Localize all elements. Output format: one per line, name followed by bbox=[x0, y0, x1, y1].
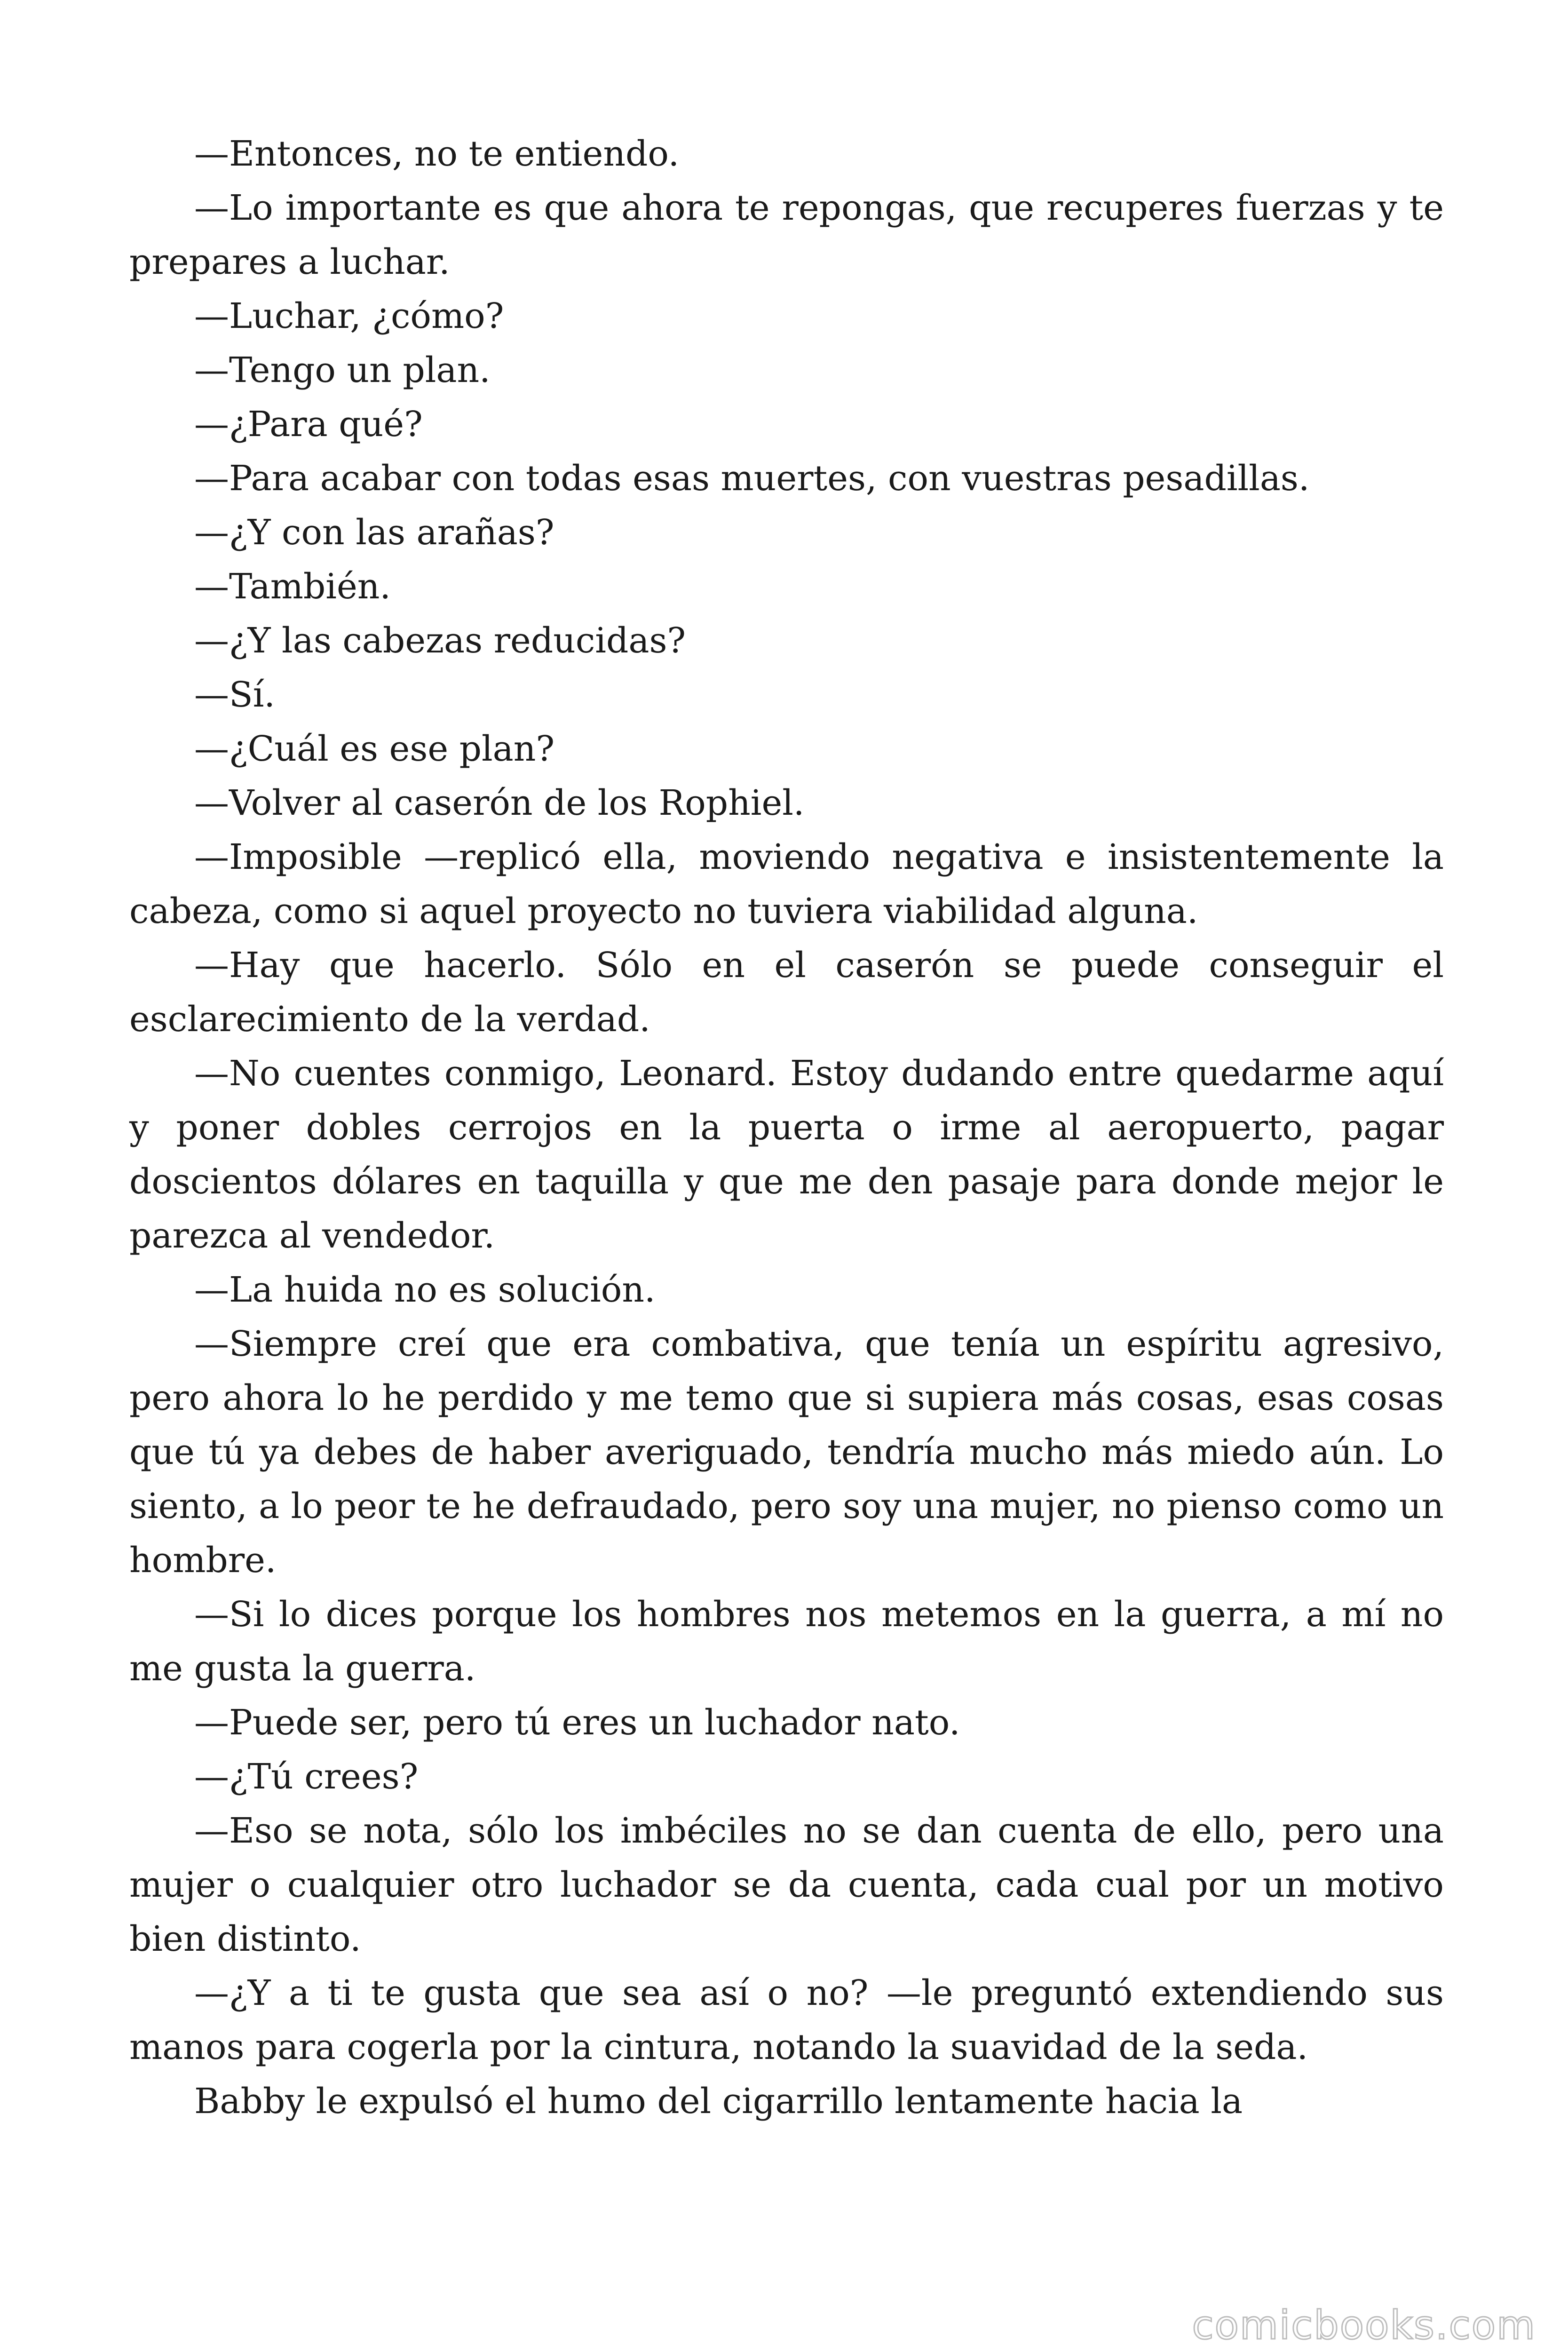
paragraph: —No cuentes conmigo, Leonard. Estoy dudando entre quedarme aquí y poner dobles cerrojos en la puerta o irme al aeropuerto, pagar doscientos dólares en taquilla y que me den pasaje para donde mejor le parezca al vendedor. bbox=[129, 1053, 1444, 1256]
paragraph: —Lo importante es que ahora te repongas, que recuperes fuerzas y te prepares a luchar. bbox=[129, 188, 1444, 282]
page-body bbox=[129, 127, 1444, 2129]
paragraph: —¿Para qué? bbox=[194, 404, 423, 445]
paragraph: —¿Y las cabezas reducidas? bbox=[194, 620, 686, 661]
paragraph: —También. bbox=[194, 566, 391, 607]
paragraph: —La huida no es solución. bbox=[194, 1270, 656, 1310]
paragraph: Babby le expulsó el humo del cigarrillo lentamente hacia la bbox=[194, 2081, 1243, 2122]
paragraph: —Imposible —replicó ella, moviendo negativa e insistentemente la cabeza, como si aquel proyecto no tuviera viabilidad alguna. bbox=[129, 837, 1444, 931]
paragraph: —¿Y con las arañas? bbox=[194, 512, 554, 553]
paragraph: —Luchar, ¿cómo? bbox=[194, 296, 504, 336]
paragraph: —Entonces, no te entiendo. bbox=[194, 134, 680, 174]
paragraph: —Si lo dices porque los hombres nos metemos en la guerra, a mí no me gusta la guerra. bbox=[129, 1594, 1444, 1689]
paragraph: —Para acabar con todas esas muertes, con vuestras pesadillas. bbox=[194, 458, 1310, 499]
paragraph: —Eso se nota, sólo los imbéciles no se dan cuenta de ello, pero una mujer o cualquier otro luchador se da cuenta, cada cual por un motivo bien distinto. bbox=[129, 1811, 1444, 1959]
paragraph: —¿Tú crees? bbox=[194, 1756, 419, 1797]
paragraph: —Siempre creí que era combativa, que tenía un espíritu agresivo, pero ahora lo he perdido y me temo que si supiera más cosas, esas cosas que tú ya debes de haber averiguado, tendría mucho más miedo aún. Lo siento, a lo peor te he defraudado, pero soy una mujer, no pienso como un hombre. bbox=[129, 1324, 1444, 1581]
paragraph: —¿Cuál es ese plan? bbox=[194, 729, 555, 769]
paragraph: —¿Y a ti te gusta que sea así o no? —le preguntó extendiendo sus manos para cogerla por la cintura, notando la suavidad de la seda. bbox=[129, 1973, 1444, 2067]
paragraph: —Volver al caserón de los Rophiel. bbox=[194, 783, 805, 823]
paragraph: —Sí. bbox=[194, 675, 275, 715]
paragraph: —Puede ser, pero tú eres un luchador nato. bbox=[194, 1702, 960, 1743]
paragraph: —Tengo un plan. bbox=[194, 350, 491, 390]
watermark: comicbooks.com bbox=[1192, 2302, 1536, 2348]
paragraph: —Hay que hacerlo. Sólo en el caserón se puede conseguir el esclarecimiento de la verdad. bbox=[129, 945, 1444, 1040]
